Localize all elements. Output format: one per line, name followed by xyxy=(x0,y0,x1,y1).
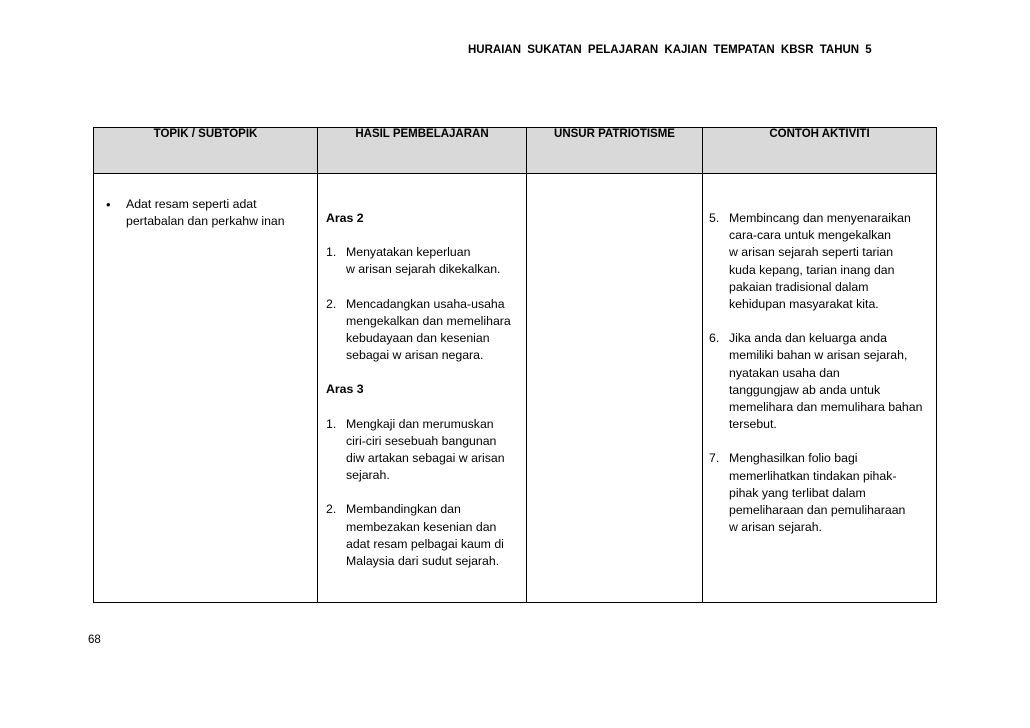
item-line: adat resam pelbagai kaum di xyxy=(346,536,504,551)
hasil-cell xyxy=(318,174,527,603)
item-line: tanggungjaw ab anda untuk xyxy=(729,382,881,397)
item-line: memerlihatkan tindakan pihak- xyxy=(729,468,897,483)
list-item xyxy=(326,244,522,278)
item-line: tersebut. xyxy=(729,417,777,432)
item-line: Menyatakan keperluan xyxy=(346,245,471,260)
header-topik: TOPIK / SUBTOPIK xyxy=(94,128,318,174)
header-patriotisme: UNSUR PATRIOTISME xyxy=(527,128,703,174)
item-line: ciri-ciri sesebuah bangunan xyxy=(346,433,497,448)
syllabus-table xyxy=(93,127,937,603)
item-line: Membandingkan dan xyxy=(346,502,461,517)
list-item xyxy=(326,296,522,365)
item-line: Malaysia dari sudut sejarah. xyxy=(346,554,500,569)
bullet-icon: • xyxy=(106,197,111,212)
item-line: w arisan sejarah dikekalkan. xyxy=(346,262,501,277)
item-line: pihak yang terlibat dalam xyxy=(729,485,866,500)
item-line: diw artakan sebagai w arisan xyxy=(346,451,505,466)
patriotisme-cell xyxy=(527,174,703,603)
item-line: nyatakan usaha dan xyxy=(729,365,840,380)
item-line: kebudayaan dan kesenian xyxy=(346,331,490,346)
item-line: Mengkaji dan merumuskan xyxy=(346,416,494,431)
header-hasil: HASIL PEMBELAJARAN xyxy=(318,128,527,174)
item-line: pakaian tradisional dalam xyxy=(729,279,869,294)
item-number: 2. xyxy=(326,296,337,311)
item-number: 6. xyxy=(709,331,720,346)
table-row xyxy=(94,174,937,603)
item-line: membezakan kesenian dan xyxy=(346,519,497,534)
item-number: 5. xyxy=(709,211,720,225)
item-line: sejarah. xyxy=(346,468,390,483)
list-item xyxy=(326,501,522,570)
item-number: 7. xyxy=(709,451,720,466)
topic-line: pertabalan dan perkahw inan xyxy=(126,214,285,229)
item-line: kehidupan masyarakat kita. xyxy=(729,297,879,312)
running-header: HURAIAN SUKATAN PELAJARAN KAJIAN TEMPATAN KBSR TAHUN 5 xyxy=(468,44,872,56)
item-line: Jika anda dan keluarga anda xyxy=(729,331,887,346)
item-number: 2. xyxy=(326,502,337,517)
item-line: memiliki bahan w arisan sejarah, xyxy=(729,348,908,363)
list-item xyxy=(709,330,932,433)
item-number: 1. xyxy=(326,416,337,431)
topic-bullet-item xyxy=(106,196,313,230)
item-line: sebagai w arisan negara. xyxy=(346,348,484,363)
list-item xyxy=(709,450,932,536)
item-line: memelihara dan memulihara bahan xyxy=(729,400,923,415)
table-header-row xyxy=(94,128,937,174)
list-item xyxy=(709,210,932,313)
item-line: kuda kepang, tarian inang dan xyxy=(729,262,895,277)
item-number: 1. xyxy=(326,245,337,260)
topik-cell xyxy=(94,174,318,603)
level-label: Aras 2 xyxy=(326,211,364,225)
item-line: pemeliharaan dan pemuliharaan xyxy=(729,503,906,518)
header-aktiviti: CONTOH AKTIVITI xyxy=(703,128,937,174)
page-number: 68 xyxy=(88,634,101,646)
item-line: w arisan sejarah. xyxy=(729,520,822,535)
level-label: Aras 3 xyxy=(326,382,364,397)
item-line: w arisan sejarah seperti tarian xyxy=(729,245,894,260)
item-line: mengekalkan dan memelihara xyxy=(346,313,511,328)
list-item xyxy=(326,416,522,485)
topic-line: Adat resam seperti adat xyxy=(126,197,257,211)
item-line: Mencadangkan usaha-usaha xyxy=(346,296,505,311)
item-line: Membincang dan menyenaraikan xyxy=(729,211,911,225)
item-line: cara-cara untuk mengekalkan xyxy=(729,228,891,243)
item-line: Menghasilkan folio bagi xyxy=(729,451,858,466)
aktiviti-cell xyxy=(703,174,937,603)
